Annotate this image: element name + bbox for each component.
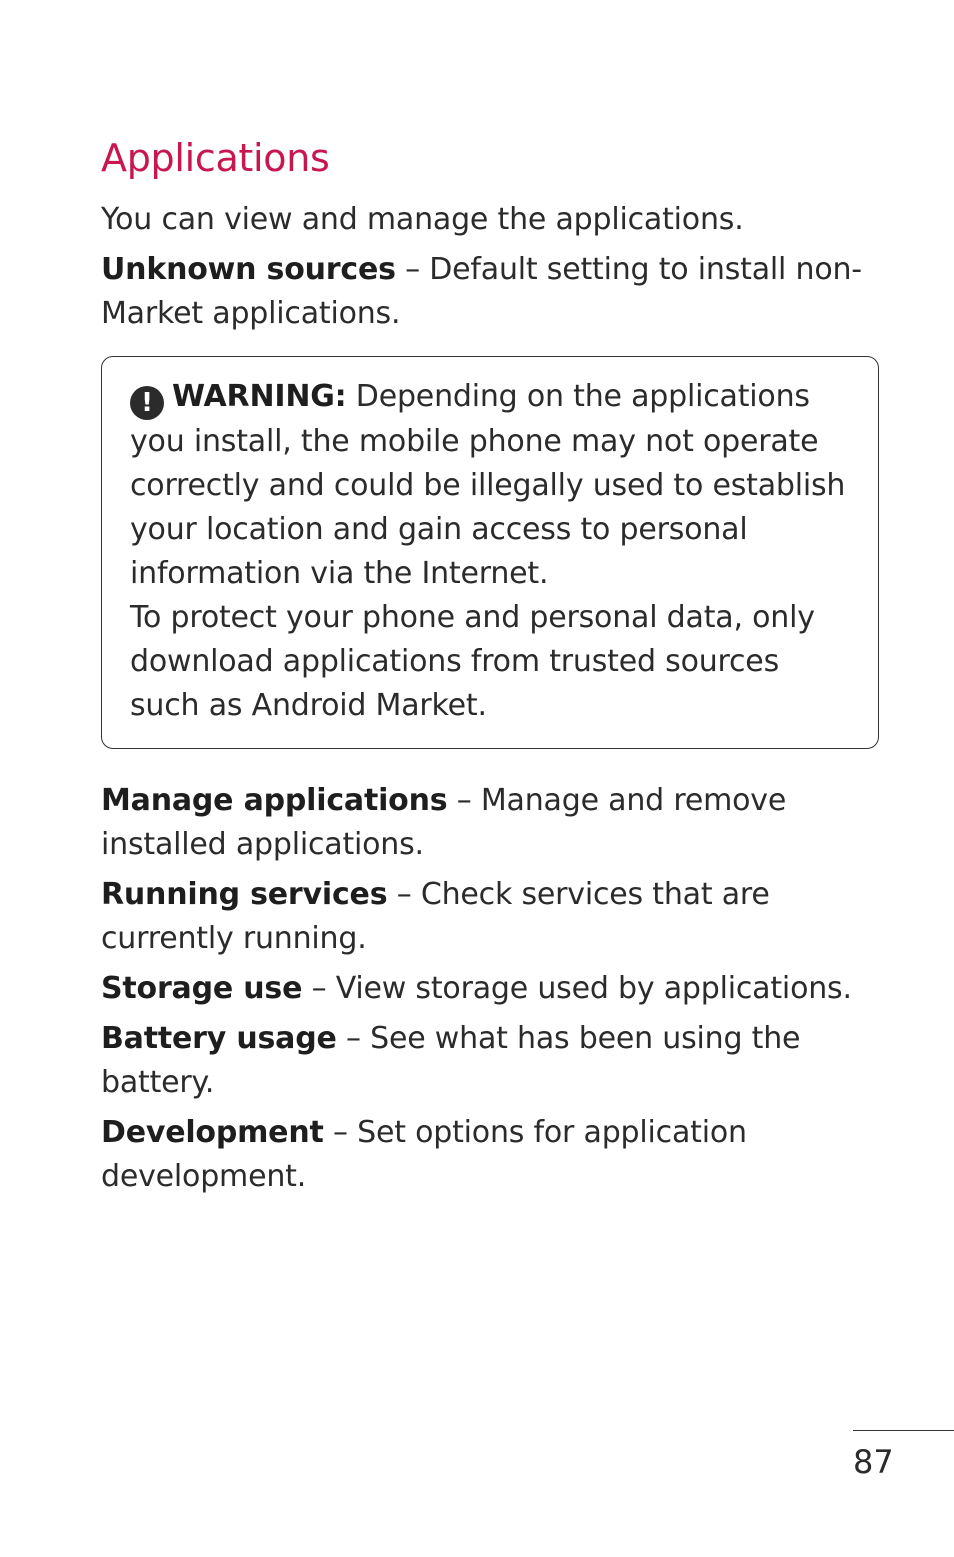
storage-use-term: Storage use xyxy=(101,971,303,1006)
list-item xyxy=(101,779,881,867)
storage-use-desc: – View storage used by applications. xyxy=(302,971,852,1006)
development-term: Development xyxy=(101,1115,324,1150)
manual-page xyxy=(101,130,881,1205)
manage-applications-term: Manage applications xyxy=(101,783,448,818)
warning-paragraph-1 xyxy=(130,375,856,596)
unknown-sources-desc: – Default setting to install non-Market applications. xyxy=(101,252,862,331)
manage-applications-desc: – Manage and remove installed applications. xyxy=(101,783,787,862)
section-title: Applications xyxy=(101,136,330,180)
list-item xyxy=(101,967,881,1011)
list-item xyxy=(101,1017,881,1105)
page-number: 87 xyxy=(853,1443,894,1481)
section-intro: You can view and manage the applications. xyxy=(101,202,744,237)
unknown-sources-entry xyxy=(101,248,881,336)
running-services-term: Running services xyxy=(101,877,388,912)
battery-usage-desc: – See what has been using the battery. xyxy=(101,1021,801,1100)
running-services-desc: – Check services that are currently running. xyxy=(101,877,770,956)
list-item xyxy=(101,873,881,961)
warning-text-1: Depending on the applications you install, the mobile phone may not operate correctly and could be illegally used to establish your location and gain access to personal information via the Internet. xyxy=(130,379,846,591)
development-desc: – Set options for application development. xyxy=(101,1115,747,1194)
footer-divider xyxy=(853,1430,954,1431)
list-item xyxy=(101,1111,881,1199)
warning-paragraph-2: To protect your phone and personal data, only download applications from trusted sources such as Android Market. xyxy=(130,600,815,723)
battery-usage-term: Battery usage xyxy=(101,1021,337,1056)
warning-box xyxy=(101,356,879,749)
warning-label: WARNING: xyxy=(172,379,347,414)
exclamation-icon: ! xyxy=(130,386,164,420)
unknown-sources-term: Unknown sources xyxy=(101,252,396,287)
